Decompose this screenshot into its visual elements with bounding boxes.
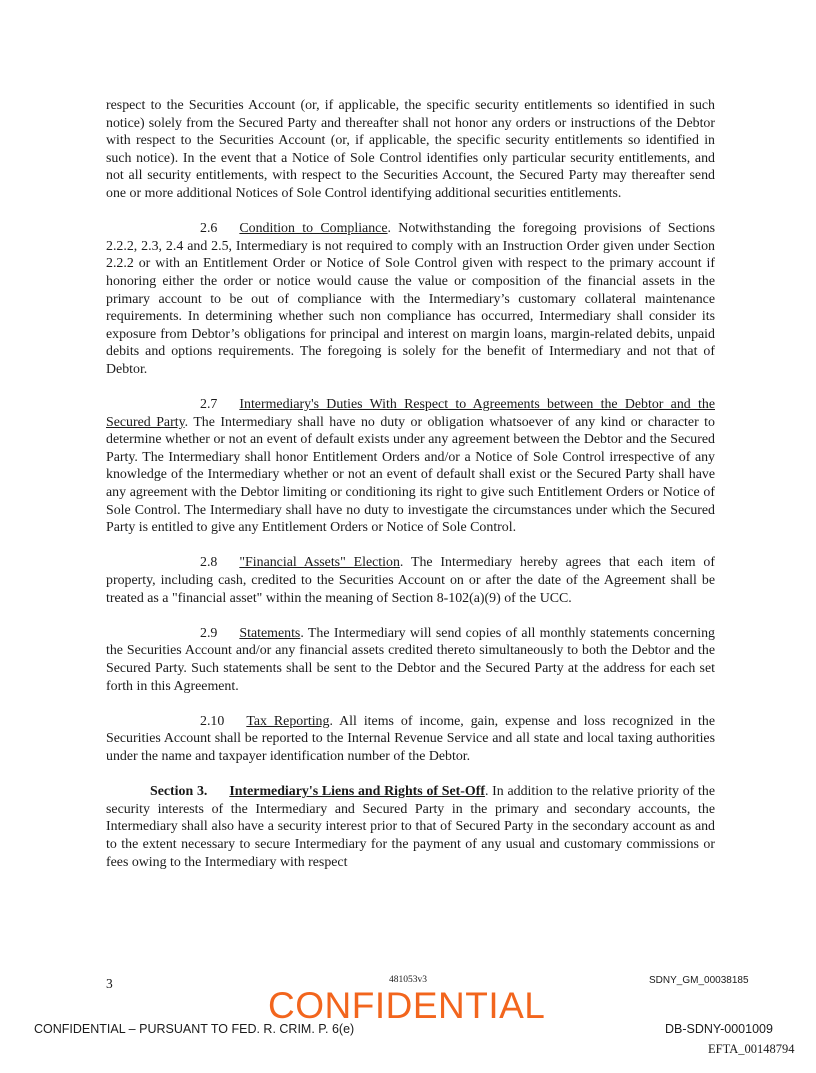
section-2-10	[106, 713, 715, 766]
section-text: . Notwithstanding the foregoing provisions of Sections 2.2.2, 2.3, 2.4 and 2.5, Intermediary is not required to comply with an Instruction Order given under Section 2.2.2 or with an Entitlement Order or Notice of Sole Control given with respect to the primary account if honoring either the order or notice would cause the value or composition of the financial assets in the primary account to be out of compliance with the Intermediary’s customary collateral maintenance requirements. In determining whether such non compliance has occurred, Intermediary shall consider its exposure from Debtor’s obligations for principal and interest on margin loans, margin-related debits, unpaid debits and options requirements. The foregoing is solely for the benefit of Intermediary and not that of Debtor.	[106, 221, 715, 377]
section-heading: Intermediary's Duties With Respect to Agreements between the Debtor and the Secured Party	[106, 397, 715, 430]
section-heading: Tax Reporting	[246, 713, 330, 729]
section-number: 2.6	[200, 221, 218, 237]
document-body	[106, 97, 715, 889]
section-2-8	[106, 554, 715, 607]
section-text: . The Intermediary will send copies of all monthly statements concerning the Securities Account and/or any financial assets credited thereto simultaneously to both the Debtor and the Secured Party. Such statements shall be sent to the Debtor and the Secured Party at the address for each set forth in this Agreement.	[106, 625, 715, 694]
section-text: . All items of income, gain, expense and loss recognized in the Securities Account shall be reported to the Internal Revenue Service and all state and local taxing authorities under the name and taxpayer identification number of the Debtor.	[106, 713, 715, 764]
bates-number: SDNY_GM_00038185	[649, 975, 749, 986]
section-heading: Statements	[239, 625, 301, 641]
efta-number: EFTA_00148794	[708, 1042, 795, 1056]
section-number: 2.7	[200, 397, 218, 413]
section-number: 2.9	[200, 625, 218, 641]
section-heading: Intermediary's Liens and Rights of Set-Off	[229, 784, 485, 800]
section-text: . The Intermediary hereby agrees that each item of property, including cash, credited to the Securities Account on or after the date of the Agreement shall be treated as a "financial asset" within the meaning of Section 8-102(a)(9) of the UCC.	[106, 555, 715, 606]
confidential-notice: CONFIDENTIAL – PURSUANT TO FED. R. CRIM. P. 6(e)	[34, 1022, 355, 1036]
section-2-7	[106, 396, 715, 537]
section-heading: "Financial Assets" Election	[239, 555, 400, 571]
section-text: . In addition to the relative priority of the security interests of the Intermediary and Secured Party in the primary and secondary accounts, the Intermediary shall also have a security interest prior to that of Secured Party in the secondary account as and to the extent necessary to secure Intermediary for the payment of any usual and customary commissions or fees owing to the Intermediary with respect	[106, 784, 715, 870]
db-number: DB-SDNY-0001009	[665, 1022, 773, 1036]
section-text: . The Intermediary shall have no duty or obligation whatsoever of any kind or character to determine whether or not an event of default exists under any agreement between the Debtor and the Secured Party. The Intermediary shall honor Entitlement Orders and/or a Notice of Sole Control irrespective of any knowledge of the Intermediary whether or not an event of default shall exist or the Secured Party shall have any agreement with the Debtor limiting or conditioning its right to give such Entitlement Orders or Notice of Sole Control. The Intermediary shall have no duty to investigate the circumstances under which the Secured Party is entitled to give any Entitlement Orders or Notice of Sole Control.	[106, 414, 715, 536]
section-number: Section 3.	[150, 784, 208, 800]
section-number: 2.10	[200, 713, 225, 729]
section-2-6	[106, 220, 715, 378]
paragraph-intro: respect to the Securities Account (or, if applicable, the specific security entitlements so identified in such notice) solely from the Secured Party and thereafter shall not honor any orders or instructions of the Debtor with respect to the Securities Account (or, if applicable, the specific security entitlements so identified in such notice). In the event that a Notice of Sole Control identifies only particular security entitlements, and not all security entitlements, with respect to the Securities Account, the Secured Party may thereafter send one or more additional Notices of Sole Control identifying additional securities entitlements.	[106, 98, 715, 201]
section-number: 2.8	[200, 555, 218, 571]
confidential-stamp: CONFIDENTIAL	[268, 985, 546, 1026]
document-code: 481053v3	[389, 975, 427, 985]
section-heading: Condition to Compliance	[239, 221, 388, 237]
page-number: 3	[106, 976, 113, 991]
section-3	[106, 783, 715, 871]
section-2-9	[106, 625, 715, 695]
